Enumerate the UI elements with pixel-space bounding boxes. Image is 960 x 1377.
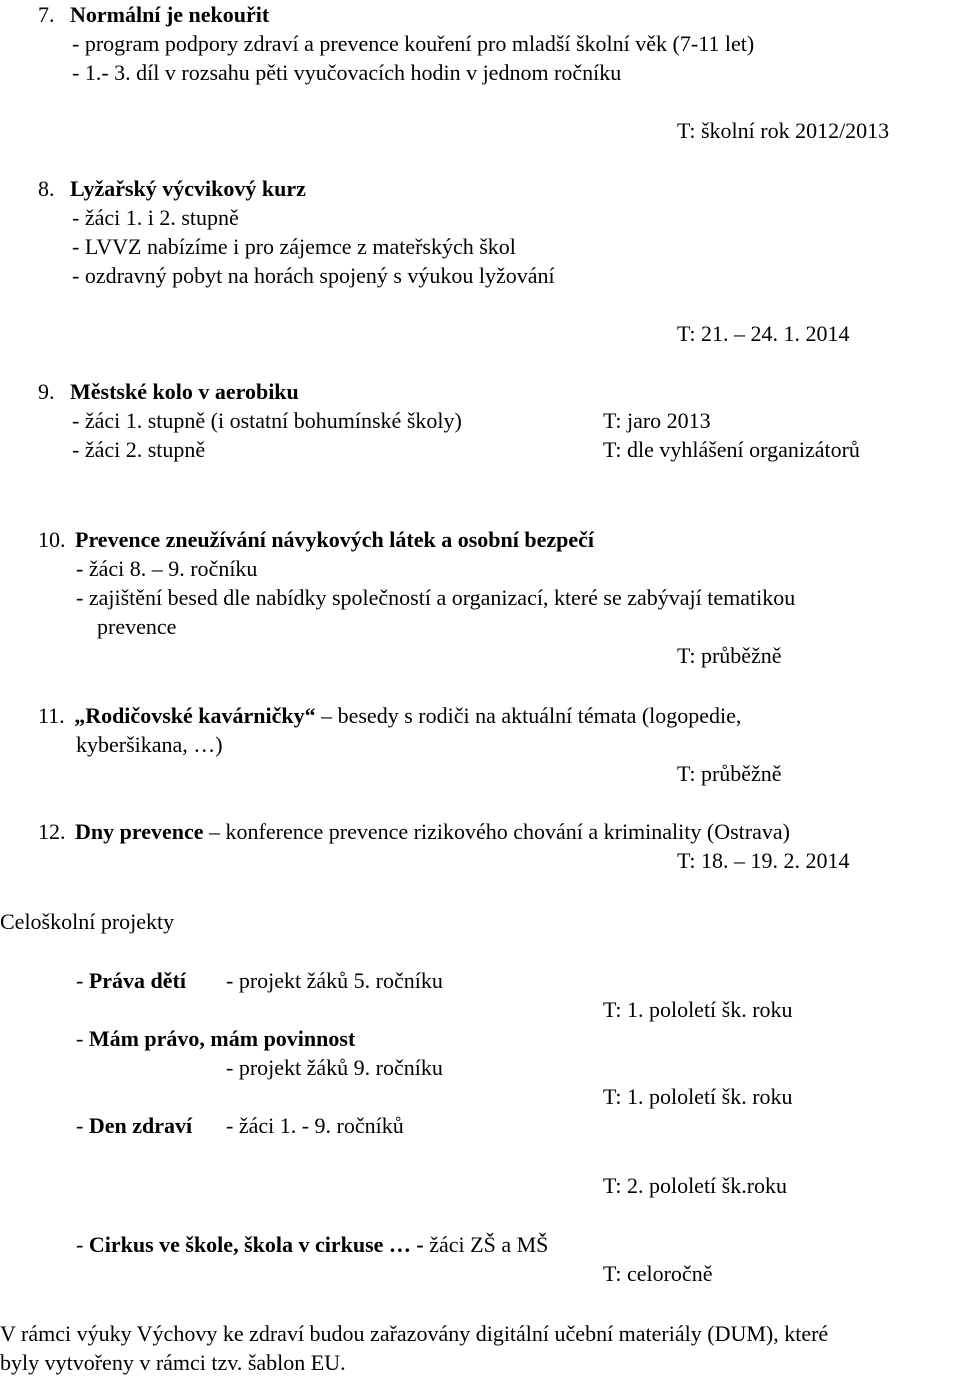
project-2-term: T: 1. pololetí šk. roku	[603, 1084, 793, 1109]
item7-term: T: školní rok 2012/2013	[677, 118, 890, 143]
item11-line1	[38, 701, 741, 730]
project-2-dash: -	[76, 1026, 89, 1051]
project-1-dash: -	[76, 968, 89, 993]
item10-title: Prevence zneužívání návykových látek a osobní bezpečí	[75, 527, 595, 552]
project-3-dash: -	[76, 1113, 89, 1138]
project-2-name: Mám právo, mám povinnost	[88, 1026, 356, 1051]
item9-row2-term: T: dle vyhlášení organizátorů	[603, 437, 860, 462]
item10-line2: - zajištění besed dle nabídky společností a organizací, které se zabývají tematikou	[76, 585, 796, 610]
item8-line3: - ozdravný pobyt na horách spojený s výukou lyžování	[72, 263, 555, 288]
project-3-name: Den zdraví	[88, 1113, 193, 1138]
item9-row2-text: - žáci 2. stupně	[72, 437, 206, 462]
project-4-dash: -	[76, 1232, 89, 1257]
item9-number: 9.	[38, 379, 55, 404]
footer-line2: byly vytvořeny v rámci tzv. šablon EU.	[0, 1350, 346, 1375]
item7-title: Normální je nekouřit	[70, 2, 270, 27]
item10-number: 10.	[38, 527, 66, 552]
footer-line1: V rámci výuky Výchovy ke zdraví budou zařazovány digitální učební materiály (DUM), které	[0, 1321, 829, 1346]
item11-line2: kyberšikana, …)	[76, 732, 223, 757]
item10-term: T: průběžně	[677, 643, 782, 668]
project-2-desc: - projekt žáků 9. ročníku	[226, 1055, 443, 1080]
item7-line1: - program podpory zdraví a prevence kouření pro mladší školní věk (7-11 let)	[72, 31, 755, 56]
project-4	[76, 1230, 548, 1259]
item9-title: Městské kolo v aerobiku	[70, 379, 299, 404]
item7-line2: - 1.- 3. díl v rozsahu pěti vyučovacích hodin v jednom ročníku	[72, 60, 622, 85]
item10-line3: prevence	[97, 614, 177, 639]
item12-text: – konference prevence rizikového chování a kriminality (Ostrava)	[203, 819, 790, 844]
project-4-name: Cirkus ve škole, škola v cirkuse … -	[88, 1232, 424, 1257]
item8-line2: - LVVZ nabízíme i pro zájemce z mateřských škol	[72, 234, 516, 259]
item9-heading	[38, 377, 299, 406]
item11-number: 11.	[38, 703, 65, 728]
project-3-desc: - žáci 1. - 9. ročníků	[226, 1113, 404, 1138]
project-2	[76, 1024, 355, 1053]
project-4-desc: žáci ZŠ a MŠ	[423, 1232, 549, 1257]
item12-line1	[38, 817, 790, 846]
projects-heading: Celoškolní projekty	[0, 909, 175, 934]
item11-term: T: průběžně	[677, 761, 782, 786]
project-1-name: Práva dětí	[88, 968, 186, 993]
item8-line1: - žáci 1. i 2. stupně	[72, 205, 239, 230]
project-4-term: T: celoročně	[603, 1261, 713, 1286]
project-3	[76, 1111, 192, 1140]
item11-title: „Rodičovské kavárničky“	[74, 703, 316, 728]
item12-term: T: 18. – 19. 2. 2014	[677, 848, 850, 873]
item9-row1-term: T: jaro 2013	[603, 408, 711, 433]
item12-number: 12.	[38, 819, 66, 844]
item8-number: 8.	[38, 176, 55, 201]
item8-heading	[38, 174, 306, 203]
item7-number: 7.	[38, 2, 55, 27]
item10-heading	[38, 525, 594, 554]
project-1-term: T: 1. pololetí šk. roku	[603, 997, 793, 1022]
project-1-desc: - projekt žáků 5. ročníku	[226, 968, 443, 993]
item9-row1-text: - žáci 1. stupně (i ostatní bohumínské školy)	[72, 408, 462, 433]
item12-title: Dny prevence	[75, 819, 204, 844]
item11-text: – besedy s rodiči na aktuální témata (logopedie,	[315, 703, 742, 728]
item7-heading	[38, 0, 269, 29]
item8-title: Lyžařský výcvikový kurz	[70, 176, 306, 201]
project-3-term: T: 2. pololetí šk.roku	[603, 1173, 788, 1198]
item8-term: T: 21. – 24. 1. 2014	[677, 321, 850, 346]
item10-line1: - žáci 8. – 9. ročníku	[76, 556, 258, 581]
project-1	[76, 966, 186, 995]
